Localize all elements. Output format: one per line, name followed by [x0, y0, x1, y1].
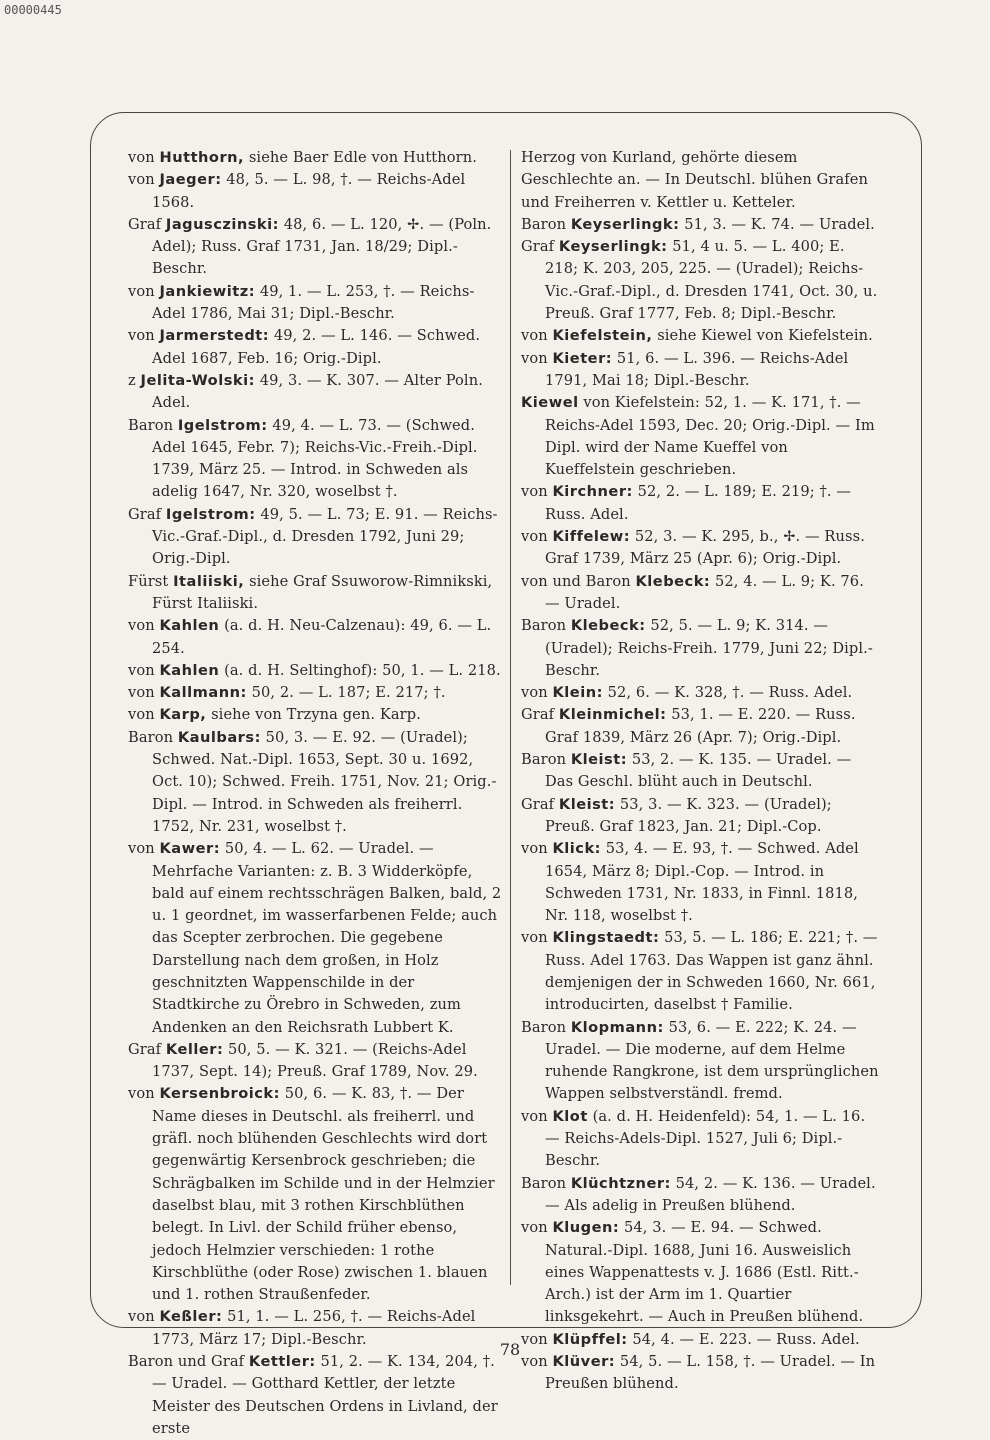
family-name: Karp, — [159, 706, 207, 724]
entry-title: Graf — [128, 1040, 162, 1058]
entry-title: Fürst — [128, 572, 169, 590]
family-name: Igelstrom: — [165, 505, 256, 523]
register-entry — [128, 504, 502, 571]
family-name: Jarmerstedt: — [159, 327, 270, 345]
register-entry — [128, 1351, 502, 1440]
left-column — [128, 147, 502, 1440]
entry-title: von — [521, 684, 548, 702]
entry-text: 52, 3. — K. 295, b., ✢. — Russ. Graf 1739, März 25 (Apr. 6); Orig.-Dipl. — [545, 528, 865, 568]
register-entry — [521, 571, 881, 616]
family-name: Kahlen — [159, 617, 220, 635]
entry-text: 49, 1. — L. 253, †. — Reichs-Adel 1786, Mai 31; Dipl.-Beschr. — [152, 282, 475, 323]
entry-text: (a. d. H. Heidenfeld): 54, 1. — L. 16. — Reichs-Adels-Dipl. 1527, Juli 6; Dipl.-Beschr. — [545, 1107, 866, 1170]
family-name: Klick: — [552, 840, 601, 858]
entry-text: 53, 4. — E. 93, †. — Schwed. Adel 1654, März 8; Dipl.-Cop. — Introd. in Schweden 1731, Nr. 1833, in Finnl. 1818, Nr. 118, woselbst †. — [545, 840, 859, 925]
entry-title: Baron — [128, 728, 174, 746]
entry-text: 49, 5. — L. 73; E. 91. — Reichs-Vic.-Graf.-Dipl., d. Dresden 1792, Juni 29; Orig.-Dipl. — [152, 505, 498, 568]
family-name: Jankiewitz: — [159, 282, 256, 300]
entry-title: von — [521, 349, 548, 367]
family-name: Kiewel — [521, 394, 579, 412]
entry-text: 54, 3. — E. 94. — Schwed. Natural.-Dipl. 1688, Juni 16. Ausweislich eines Wappenattests v. J. 1686 (Estl. Ritt.-Arch.) ist der Arm im 1. Quartier linksgekehrt. — Auch in Preußen blühend. — [545, 1219, 864, 1326]
family-name: Kaulbars: — [177, 728, 261, 746]
entry-text: 54, 2. — K. 136. — Uradel. — Als adelig in Preußen blühend. — [545, 1174, 876, 1214]
family-name: Klebeck: — [635, 572, 711, 590]
family-name: Kallmann: — [159, 684, 247, 702]
entry-text: von Kiefelstein: 52, 1. — K. 171, †. — Reichs-Adel 1593, Dec. 20; Orig.-Dipl. — Im Dipl. wird der Name Kueffel von Kueffelstein geschrieben. — [545, 394, 875, 479]
register-entry — [521, 214, 881, 236]
entry-text: 51, 2. — K. 134, 204, †. — Uradel. — Gotthard Kettler, der letzte Meister des Deutschen Ordens in Livland, der erste — [152, 1353, 498, 1437]
register-entry — [521, 749, 881, 794]
entry-title: Baron — [521, 617, 567, 635]
register-entry — [521, 1106, 881, 1173]
entry-title: von — [521, 327, 548, 345]
family-name: Kiefelstein, — [552, 327, 653, 345]
register-entry — [521, 927, 881, 1016]
register-entry — [521, 838, 881, 927]
entry-title: Graf — [521, 238, 555, 256]
entry-text: 51, 4 u. 5. — L. 400; E. 218; K. 203, 205, 225. — (Uradel); Reichs-Vic.-Graf.-Dipl., d. Dresden 1741, Oct. 30, u. Preuß. Graf 1777, Feb. 8; Dipl.-Beschr. — [545, 238, 878, 323]
family-name: Hutthorn, — [159, 149, 245, 166]
right-column — [521, 147, 881, 1396]
entry-title: Baron — [128, 416, 174, 434]
entry-title: von — [521, 528, 548, 546]
entry-text: 52, 4. — L. 9; K. 76. — Uradel. — [545, 572, 864, 612]
family-name: Keßler: — [159, 1308, 223, 1326]
entry-text: 54, 5. — L. 158, †. — Uradel. — In Preußen blühend. — [545, 1353, 876, 1393]
entry-text: 49, 4. — L. 73. — (Schwed. Adel 1645, Febr. 7); Reichs-Vic.-Freih.-Dipl. 1739, März 25. — Introd. in Schweden als adelig 1647, Nr. 320, woselbst †. — [152, 416, 478, 501]
family-name: Klein: — [552, 684, 603, 702]
register-entry — [521, 704, 881, 749]
entry-title: von — [128, 171, 155, 189]
entry-title: Baron und Graf — [128, 1353, 245, 1371]
register-entry — [128, 169, 502, 214]
entry-title: Graf — [521, 706, 555, 724]
entry-title: von — [128, 1085, 155, 1103]
register-entry — [521, 1217, 881, 1328]
register-entry — [521, 236, 881, 325]
entry-title: von — [128, 1308, 155, 1326]
family-name: Kersenbroick: — [159, 1085, 280, 1103]
entry-text: 52, 6. — K. 328, †. — Russ. Adel. — [607, 684, 853, 702]
column-divider — [510, 150, 511, 1285]
family-name: Klüpffel: — [552, 1330, 628, 1348]
family-name: Keller: — [165, 1040, 224, 1058]
entry-text: 53, 1. — E. 220. — Russ. Graf 1839, März 26 (Apr. 7); Orig.-Dipl. — [545, 706, 856, 746]
entry-title: von — [521, 1353, 548, 1371]
entry-text: 50, 5. — K. 321. — (Reichs-Adel 1737, Sept. 14); Preuß. Graf 1789, Nov. 29. — [152, 1040, 478, 1081]
family-name: Klingstaedt: — [552, 929, 660, 947]
entry-title: Baron — [521, 751, 567, 769]
entry-title: von — [521, 1107, 548, 1125]
entry-title: Baron — [521, 1018, 567, 1036]
family-name: Igelstrom: — [177, 416, 268, 434]
family-name: Klebeck: — [570, 617, 646, 635]
scan-id: 00000445 — [4, 3, 62, 17]
family-name: Kiffelew: — [552, 528, 631, 546]
register-entry — [128, 214, 502, 281]
register-entry — [521, 481, 881, 526]
entry-text: 50, 2. — L. 187; E. 217; †. — [251, 684, 446, 702]
entry-text: 51, 3. — K. 74. — Uradel. — [684, 215, 875, 233]
family-name: Italiiski, — [173, 572, 245, 590]
register-entry — [128, 682, 502, 704]
entry-text: 53, 3. — K. 323. — (Uradel); Preuß. Graf 1823, Jan. 21; Dipl.-Cop. — [545, 795, 832, 835]
entry-text: siehe Baer Edle von Hutthorn. — [248, 149, 477, 166]
page-number: 78 — [499, 1340, 521, 1359]
family-name: Kahlen — [159, 661, 220, 679]
entry-title: von — [128, 617, 155, 635]
entry-title: von — [521, 1330, 548, 1348]
entry-title: von — [521, 1219, 548, 1237]
register-entry — [128, 838, 502, 1039]
family-name: Kawer: — [159, 840, 221, 858]
family-name: Klüver: — [552, 1353, 616, 1371]
register-entry — [128, 415, 502, 504]
family-name: Jaeger: — [159, 171, 222, 189]
entry-text: 53, 6. — E. 222; K. 24. — Uradel. — Die moderne, auf dem Helme ruhende Rangkrone, ist dem ursprünglichen Wappen selbstverständl. fremd. — [545, 1018, 879, 1103]
entry-text: 53, 5. — L. 186; E. 221; †. — Russ. Adel 1763. Das Wappen ist ganz ähnl. demjenigen der in Schweden 1660, Nr. 661, introducirten, daselbst † Familie. — [545, 929, 878, 1014]
family-name: Keyserlingk: — [570, 215, 680, 233]
entry-text: 48, 5. — L. 98, †. — Reichs-Adel 1568. — [152, 171, 466, 211]
entry-title: von — [128, 327, 155, 345]
entry-title: von — [521, 929, 548, 947]
entry-text: 52, 2. — L. 189; E. 219; †. — Russ. Adel. — [545, 483, 852, 523]
entry-title: Baron — [521, 1174, 567, 1192]
entry-text: 49, 2. — L. 146. — Schwed. Adel 1687, Feb. 16; Orig.-Dipl. — [152, 327, 481, 367]
entry-title: Graf — [521, 795, 555, 813]
entry-title: Graf — [128, 505, 162, 523]
entry-title: Baron — [521, 215, 567, 233]
family-name: Jelita-Wolski: — [140, 371, 255, 389]
register-entry — [521, 794, 881, 839]
entry-text: 51, 1. — L. 256, †. — Reichs-Adel 1773, März 17; Dipl.-Beschr. — [152, 1308, 476, 1348]
entry-text: 51, 6. — L. 396. — Reichs-Adel 1791, Mai 18; Dipl.-Beschr. — [545, 349, 849, 389]
entry-title: von — [128, 149, 155, 166]
family-name: Klugen: — [552, 1219, 620, 1237]
entry-title: z — [128, 371, 136, 389]
family-name: Klot — [552, 1107, 588, 1125]
entry-text: 52, 5. — L. 9; K. 314. — (Uradel); Reichs-Freih. 1779, Juni 22; Dipl.-Beschr. — [545, 617, 873, 679]
register-entry — [521, 325, 881, 347]
entry-text: Herzog von Kurland, gehörte diesem Geschlechte an. — In Deutschl. blühen Grafen und Freiherren v. Kettler u. Ketteler. — [521, 149, 869, 211]
entry-text: 49, 3. — K. 307. — Alter Poln. Adel. — [152, 371, 483, 412]
register-entry — [128, 370, 502, 415]
entry-text: 50, 3. — E. 92. — (Uradel); Schwed. Nat.-Dipl. 1653, Sept. 30 u. 1692, Oct. 10); Schwed. Freih. 1751, Nov. 21; Orig.-Dipl. — Introd. in Schweden als freiherrl. 1752, Nr. 231, woselbst †. — [152, 728, 497, 835]
entry-text: 50, 6. — K. 83, †. — Der Name dieses in Deutschl. als freiherrl. und gräfl. noch blühenden Geschlechts wird dort gegenwärtig Kersenbrock geschrieben; die Schrägbalken im Schilde und in der Helmzier daselbst blau, mit 3 rothen Kirschblüthen belegt. In Livl. der Schild früher ebenso, jedoch Helmzier verschieden: 1 rothe Kirschblüthe (oder Rose) zwischen 1. blauen und 1. rothen Straußenfeder. — [152, 1085, 495, 1304]
family-name: Kieter: — [552, 349, 613, 367]
family-name: Kleist: — [558, 795, 616, 813]
entry-title: von — [521, 840, 548, 858]
entry-text: siehe Kiewel von Kiefelstein. — [657, 327, 873, 345]
register-entry — [521, 348, 881, 393]
family-name: Kleist: — [570, 751, 628, 769]
entry-text: 54, 4. — E. 223. — Russ. Adel. — [632, 1330, 860, 1348]
register-entry — [521, 615, 881, 682]
entry-text: 50, 4. — L. 62. — Uradel. — Mehrfache Varianten: z. B. 3 Widderköpfe, bald auf einem rechtsschrägen Balken, bald, 2 u. 1 geordnet, im wasserfarbenen Felde; auch das Scepter zerbrochen. Die gegebene Darstellung nach dem großen, in Holz geschnitzten Wappenschilde in der Stadtkirche zu Örebro in Schweden, zum Andenken an den Reichsrath Lubbert K. — [152, 840, 502, 1036]
family-name: Klopmann: — [570, 1018, 664, 1036]
family-name: Kleinmichel: — [558, 706, 667, 724]
register-entry — [128, 1083, 502, 1306]
family-name: Jagusczinski: — [165, 215, 279, 233]
register-entry — [128, 325, 502, 370]
register-entry — [521, 682, 881, 704]
register-entry — [128, 1039, 502, 1084]
family-name: Klüchtzner: — [570, 1174, 671, 1192]
entry-text: siehe Graf Ssuworow-Rimnikski, Fürst Italiiski. — [152, 572, 493, 612]
entry-text: 53, 2. — K. 135. — Uradel. — Das Geschl. blüht auch in Deutschl. — [545, 751, 852, 791]
register-entry — [128, 615, 502, 660]
entry-title: Graf — [128, 215, 162, 233]
register-entry — [128, 147, 502, 169]
entry-text: siehe von Trzyna gen. Karp. — [211, 706, 421, 724]
entry-title: von — [128, 661, 155, 679]
register-entry — [128, 281, 502, 326]
register-entry — [521, 147, 881, 214]
entry-title: von — [521, 483, 548, 501]
entry-text: (a. d. H. Neu-Calzenau): 49, 6. — L. 254. — [152, 617, 492, 657]
register-entry — [128, 704, 502, 726]
entry-title: von — [128, 684, 155, 702]
family-name: Keyserlingk: — [558, 238, 668, 256]
entry-title: von — [128, 706, 155, 724]
family-name: Kirchner: — [552, 483, 633, 501]
register-entry — [128, 660, 502, 682]
register-entry — [521, 1173, 881, 1218]
entry-text: 48, 6. — L. 120, ✢. — (Poln. Adel); Russ. Graf 1731, Jan. 18/29; Dipl.-Beschr. — [152, 215, 492, 278]
entry-title: von — [128, 282, 155, 300]
entry-text: (a. d. H. Seltinghof): 50, 1. — L. 218. — [224, 661, 501, 679]
entry-title: von — [128, 840, 155, 858]
entry-title: von und Baron — [521, 572, 631, 590]
family-name: Kettler: — [248, 1353, 316, 1371]
register-entry — [521, 1017, 881, 1106]
register-entry — [128, 571, 502, 616]
register-entry — [521, 392, 881, 481]
register-entry — [128, 727, 502, 838]
register-entry — [521, 526, 881, 571]
